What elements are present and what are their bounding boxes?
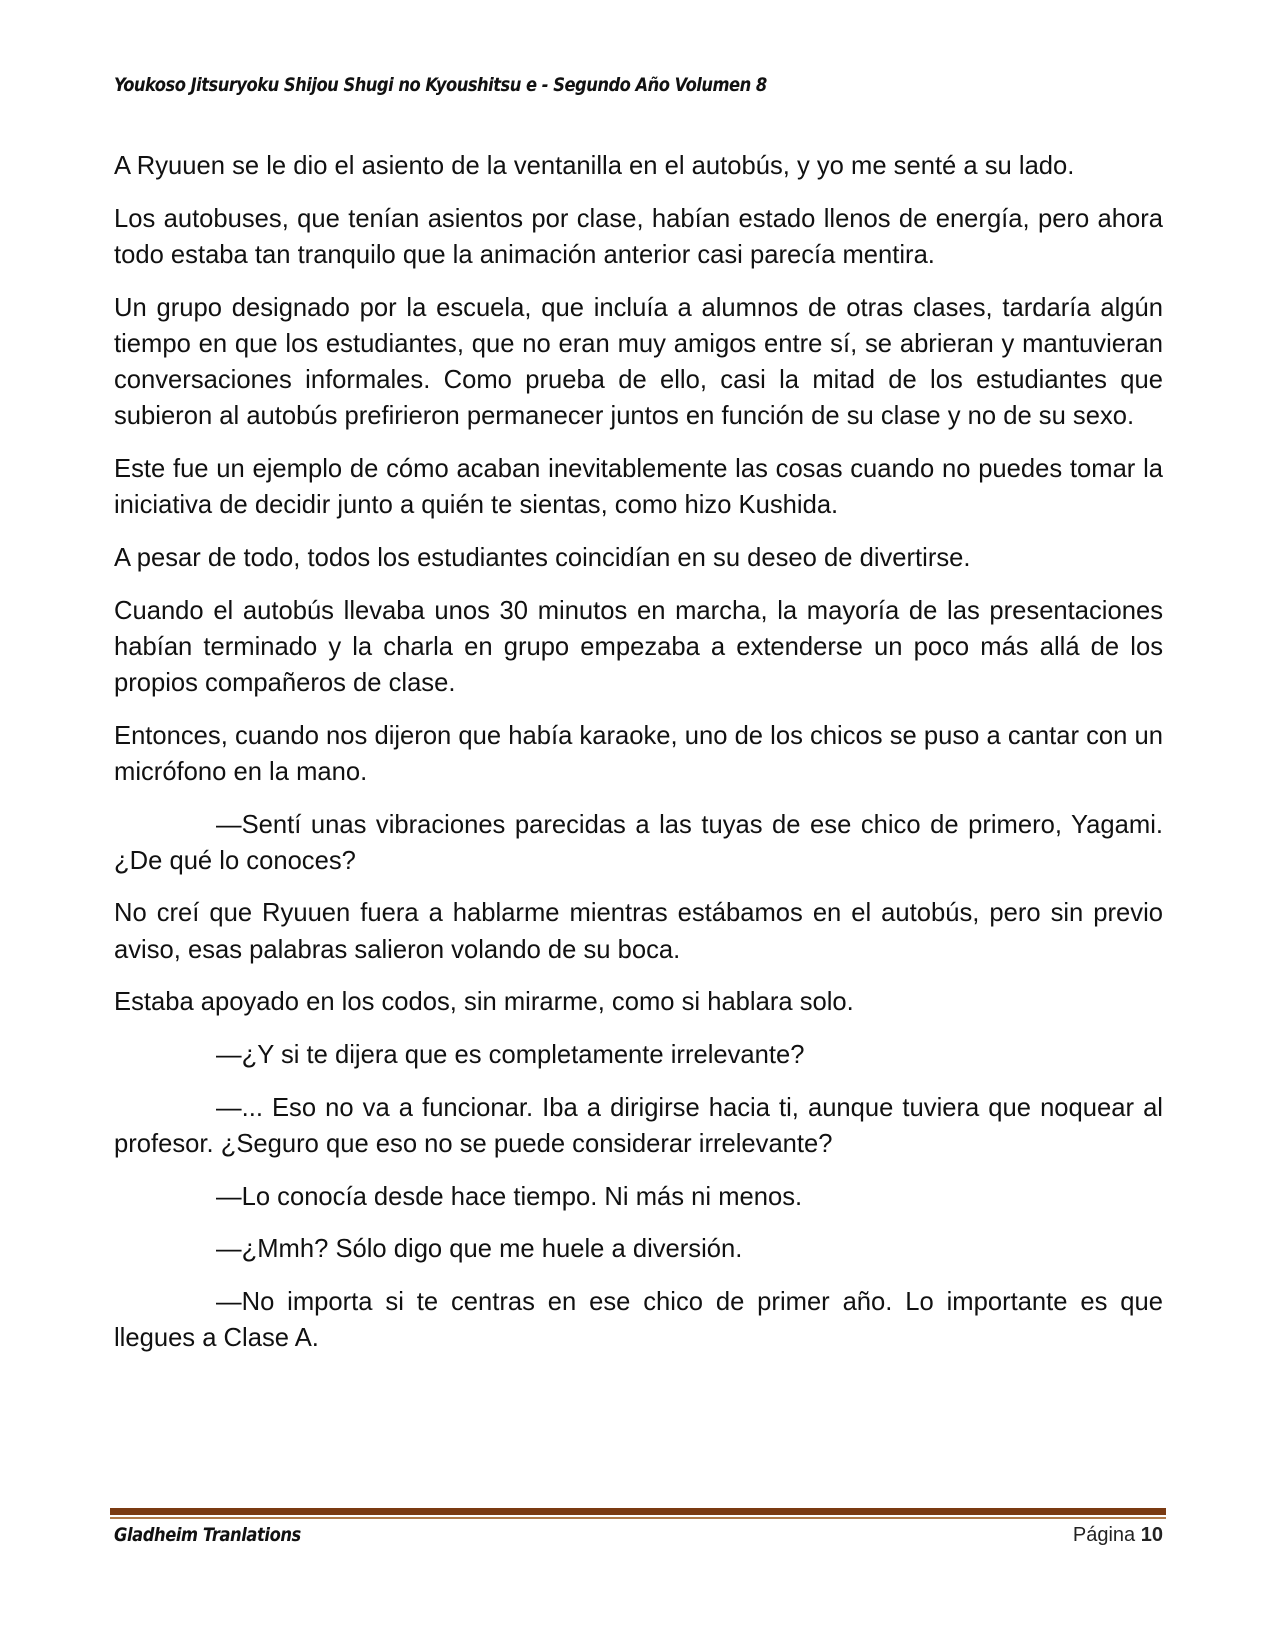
paragraph: Entonces, cuando nos dijeron que había karaoke, uno de los chicos se puso a cantar con un micrófono en la mano. xyxy=(114,721,1163,786)
paragraph: Cuando el autobús llevaba unos 30 minutos en marcha, la mayoría de las presentaciones habían terminado y la charla en grupo empezaba a extenderse un poco más allá de los propios compañeros de clase. xyxy=(114,596,1163,697)
page-label: Página xyxy=(1072,1524,1136,1546)
page-number: 10 xyxy=(1140,1524,1163,1546)
footer-divider xyxy=(110,1508,1166,1520)
dialogue-paragraph: —Sentí unas vibraciones parecidas a las tuyas de ese chico de primero, Yagami. ¿De qué lo conoces? xyxy=(114,810,1163,875)
paragraph: Un grupo designado por la escuela, que incluía a alumnos de otras clases, tardaría algún tiempo en que los estudiantes, que no eran muy amigos entre sí, se abrieran y mantuvieran conversaciones informales. Como prueba de ello, casi la mitad de los estudiantes que subieron al autobús prefirieron permanecer juntos en función de su clase y no de su sexo. xyxy=(114,293,1163,431)
paragraph: A Ryuuen se le dio el asiento de la ventanilla en el autobús, y yo me senté a su lado. xyxy=(114,152,1075,180)
paragraph: Estaba apoyado en los codos, sin mirarme, como si hablara solo. xyxy=(114,988,854,1017)
paragraph: No creí que Ryuuen fuera a hablarme mientras estábamos en el autobús, pero sin previo aviso, esas palabras salieron volando de su boca. xyxy=(114,899,1163,964)
dialogue-paragraph: —¿Y si te dijera que es completamente irrelevante? xyxy=(216,1041,805,1070)
page-number-block xyxy=(1073,1524,1163,1547)
dialogue-paragraph: —No importa si te centras en ese chico de primer año. Lo importante es que llegues a Clase A. xyxy=(114,1288,1163,1353)
dialogue-paragraph: —¿Mmh? Sólo digo que me huele a diversión. xyxy=(216,1235,743,1264)
paragraph: Los autobuses, que tenían asientos por clase, habían estado llenos de energía, pero ahora todo estaba tan tranquilo que la animación anterior casi parecía mentira. xyxy=(114,204,1163,269)
paragraph: Este fue un ejemplo de cómo acaban inevitablemente las cosas cuando no puedes tomar la iniciativa de decidir junto a quién te sientas, como hizo Kushida. xyxy=(114,454,1163,520)
chapter-body xyxy=(114,148,1163,1373)
footer-credit: Gladheim Tranlations xyxy=(114,1524,301,1546)
footer-divider-thick xyxy=(110,1508,1166,1515)
paragraph: A pesar de todo, todos los estudiantes coincidían en su deseo de divertirse. xyxy=(114,543,971,572)
dialogue-paragraph: —Lo conocía desde hace tiempo. Ni más ni menos. xyxy=(216,1182,803,1211)
running-header: Youkoso Jitsuryoku Shijou Shugi no Kyoushitsu e - Segundo Año Volumen 8 xyxy=(114,74,767,96)
footer-divider-thin xyxy=(110,1517,1166,1519)
dialogue-paragraph: —... Eso no va a funcionar. Iba a dirigirse hacia ti, aunque tuviera que noquear al profesor. ¿Seguro que eso no se puede considerar irrelevante? xyxy=(114,1093,1163,1158)
